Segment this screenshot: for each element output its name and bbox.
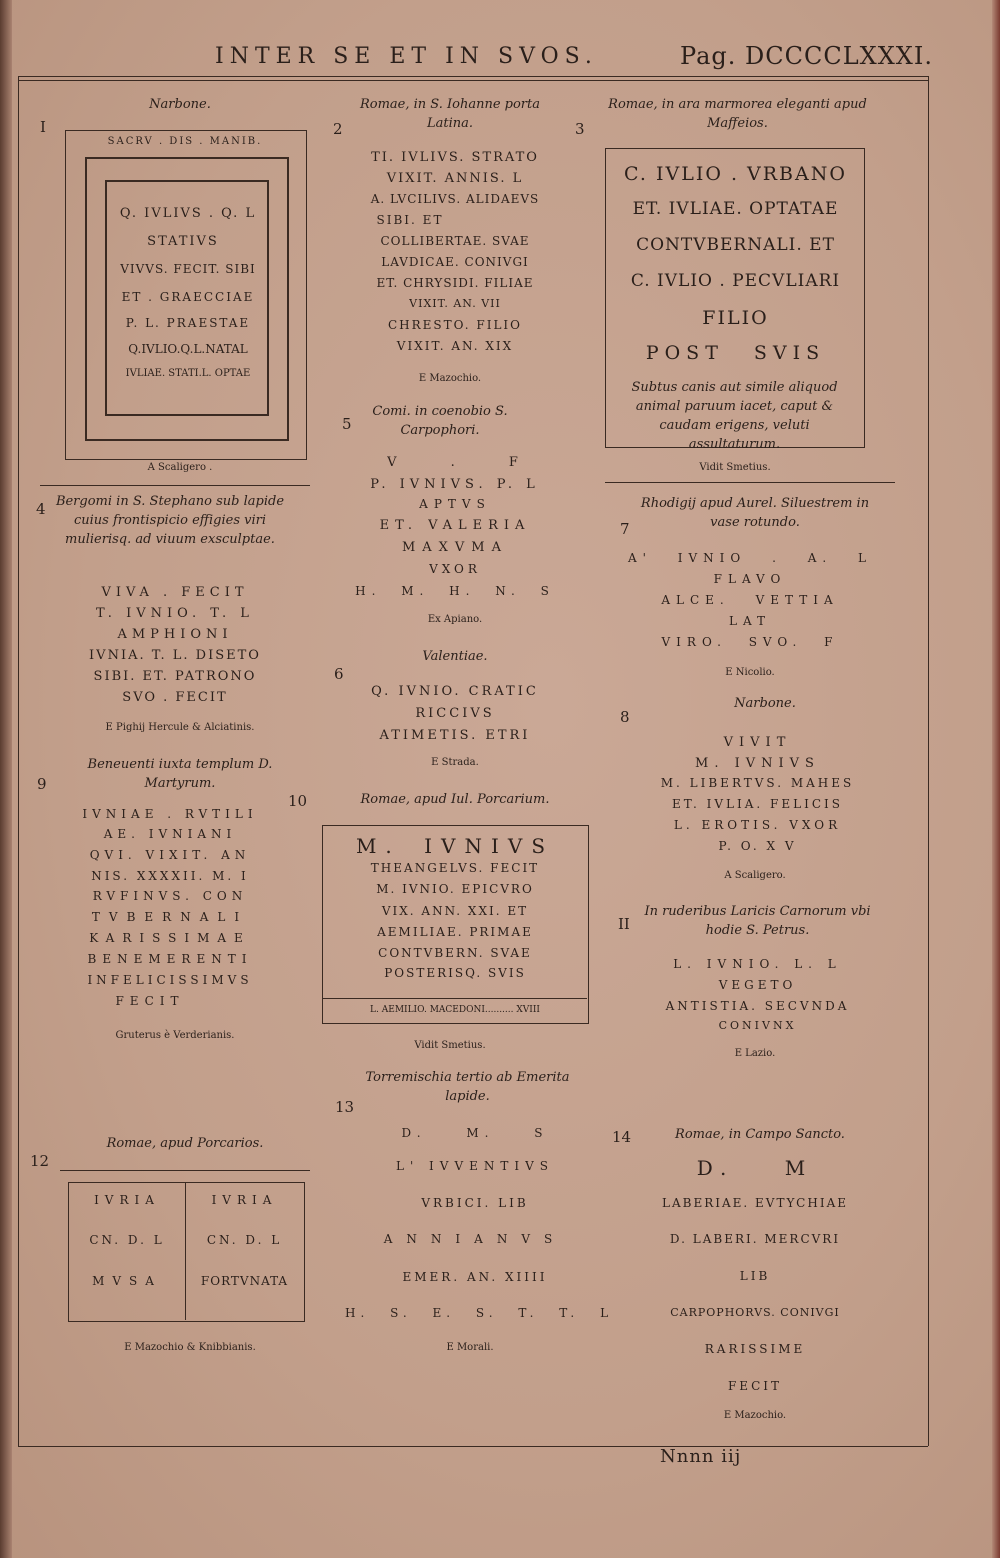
inscription-2-line: CHRESTO. FILIO xyxy=(387,318,523,332)
inscription-3-place: Romae, in ara marmorea eleganti apud Maffeios. xyxy=(608,97,867,131)
inscription-14-line: RARISSIME xyxy=(704,1342,806,1356)
inscription-12-cell: FORTVNATA xyxy=(200,1274,289,1288)
right-margin-rule xyxy=(928,76,929,1446)
inscription-5-line: P. IVNIVS. P. L xyxy=(370,477,540,492)
inscription-5-line: VXOR xyxy=(429,562,481,576)
inscription-8-line: L. EROTIS. VXOR xyxy=(673,818,842,832)
inscription-8-line: M. LIBERTVS. MAHES xyxy=(660,776,855,790)
inscription-6-place: Valentiae. xyxy=(422,649,488,664)
inscription-9-line: TVBERNALI xyxy=(91,910,249,924)
inscription-7-line: LAT xyxy=(729,614,771,628)
inscription-13-number: 13 xyxy=(335,1098,355,1116)
inscription-2-place: Romae, in S. Iohanne porta Latina. xyxy=(359,97,540,131)
inscription-14-line: CARPOPHORVS. CONIVGI xyxy=(670,1306,840,1319)
inscription-14-line: LABERIAE. EVTYCHIAE xyxy=(662,1196,848,1210)
inscription-11-line: CONIVNX xyxy=(718,1019,797,1032)
inscription-6-line: ATIMETIS. ETRI xyxy=(379,728,531,743)
inscription-1-line: STATIVS xyxy=(147,234,219,249)
inscription-13-line: L' IVVENTIVS xyxy=(395,1159,555,1173)
inscription-3-line: POST SVIS xyxy=(645,342,826,364)
inscription-2-number: 2 xyxy=(333,120,343,138)
header-rule-2 xyxy=(18,80,928,81)
inscription-10-source: Vidit Smetius. xyxy=(414,1040,486,1051)
inscription-12-place: Romae, apud Porcarios. xyxy=(106,1136,264,1151)
inscription-11-source: E Lazio. xyxy=(734,1048,776,1059)
inscription-12-top-rule xyxy=(60,1170,310,1171)
inscription-14-source: E Mazochio. xyxy=(723,1410,787,1421)
inscription-4-number: 4 xyxy=(36,500,46,518)
inscription-4-line: IVNIA. T. L. DISETO xyxy=(89,648,261,663)
inscription-12-cell: CN. D. L xyxy=(89,1233,165,1247)
inscription-13-line: EMER. AN. XIIII xyxy=(402,1270,548,1284)
inscription-2-line: A. LVCILIVS. ALIDAEVS xyxy=(370,192,540,206)
inscription-1-line: Q.IVLIO.Q.L.NATAL xyxy=(128,342,248,356)
inscription-7-place: Rhodigij apud Aurel. Siluestrem in vase rotundo. xyxy=(640,496,870,530)
inscription-11-line: ANTISTIA. SECVNDA xyxy=(665,999,850,1013)
inscription-1-line: P. L. PRAESTAE xyxy=(125,316,251,330)
inscription-2-line: VIXIT. AN. VII xyxy=(409,297,501,310)
left-margin-rule xyxy=(18,76,19,1446)
inscription-11-number: II xyxy=(618,915,630,933)
inscription-2-line: TI. IVLIVS. STRATO xyxy=(371,150,539,165)
inscription-9-line: KARISSIMAE xyxy=(89,931,251,945)
inscription-8-line: M. IVNIVS xyxy=(695,756,820,771)
inscription-3-line: C. IVLIO . PECVLIARI xyxy=(630,271,841,291)
inscription-10-line: M. IVNIVS xyxy=(355,834,555,858)
inscription-2-line: VIXIT. AN. XIX xyxy=(396,339,514,353)
inscription-2-line: ET. CHRYSIDI. FILIAE xyxy=(376,276,534,290)
inscription-6-source: E Strada. xyxy=(431,757,479,768)
inscription-4-line: VIVA . FECIT xyxy=(101,585,249,600)
inscription-13-line: ANNIANVS xyxy=(383,1232,567,1246)
inscription-12-cell: IVRIA xyxy=(211,1193,278,1207)
inscription-1-top-text: SACRV . DIS . MANIB. xyxy=(107,136,263,147)
inscription-14-line: LIB xyxy=(739,1269,771,1283)
inscription-1-line: ET . GRAECCIAE xyxy=(121,290,255,304)
inscription-7-line: VIRO. SVO. F xyxy=(661,635,839,649)
inscription-12-source: E Mazochio & Knibbianis. xyxy=(124,1342,256,1353)
footer-rule xyxy=(18,1446,928,1447)
running-title: INTER SE ET IN SVOS. xyxy=(215,44,598,69)
inscription-7-line: A' IVNIO . A. L xyxy=(628,551,872,565)
inscription-12-divider xyxy=(185,1182,186,1320)
inscription-9-line: FECIT xyxy=(115,994,185,1008)
inscription-1-line: VIVVS. FECIT. SIBI xyxy=(120,262,256,276)
inscription-7-number: 7 xyxy=(620,520,630,538)
inscription-5-place: Comi. in coenobio S. Carpophori. xyxy=(372,404,508,438)
inscription-9-line: AE. IVNIANI xyxy=(103,827,237,841)
inscription-12-cell: CN. D. L xyxy=(206,1233,283,1247)
inscription-10-number: 10 xyxy=(288,792,308,810)
inscription-8-line: P. O. X V xyxy=(718,839,797,853)
inscription-4-line: SIBI. ET. PATRONO xyxy=(93,669,257,684)
inscription-13-line: H. S. E. S. T. T. L xyxy=(345,1306,614,1320)
inscription-7-line: ALCE. VETTIA xyxy=(661,593,839,607)
inscription-11-line: VEGETO xyxy=(718,978,797,992)
inscription-10-bottom-text: L. AEMILIO. MACEDONI.......... XVIII xyxy=(370,1005,540,1015)
inscription-9-line: BENEMERENTI xyxy=(87,952,253,966)
inscription-8-number: 8 xyxy=(620,708,630,726)
inscription-3-line: FILIO xyxy=(702,307,769,329)
inscription-14-line: D. M xyxy=(696,1156,814,1180)
inscription-5-line: H. M. H. N. S xyxy=(355,584,555,598)
inscription-5-source: Ex Apiano. xyxy=(427,614,483,625)
inscription-4-place: Bergomi in S. Stephano sub lapide cuius frontispicio effigies viri mulierisq. ad viuum exsculptae. xyxy=(55,494,285,547)
inscription-2-line: LAVDICAE. CONIVGI xyxy=(381,255,529,269)
page-right-edge xyxy=(992,0,1000,1558)
inscription-3-line: C. IVLIO . VRBANO xyxy=(624,163,847,185)
inscription-4-line: T. IVNIO. T. L xyxy=(96,606,254,621)
inscription-13-place: Torremischia tertio ab Emerita lapide. xyxy=(365,1070,570,1104)
inscription-8-line: VIVIT xyxy=(723,735,792,750)
inscription-14-line: D. LABERI. MERCVRI xyxy=(669,1232,841,1246)
inscription-9-line: IVNIAE . RVTILI xyxy=(82,807,258,821)
inscription-10-line: AEMILIAE. PRIMAE xyxy=(377,925,533,939)
inscription-3-note: Subtus canis aut simile aliquod animal paruum iacet, caput & caudam erigens, veluti assultaturum. xyxy=(631,380,838,452)
inscription-5-line: V . F xyxy=(387,455,523,470)
inscription-2-line: VIXIT. ANNIS. L xyxy=(386,171,524,186)
inscription-8-line: ET. IVLIA. FELICIS xyxy=(672,797,843,811)
inscription-14-line: FECIT xyxy=(727,1379,782,1393)
inscription-9-line: NIS. XXXXII. M. I xyxy=(91,869,249,883)
inscription-1-line: IVLIAE. STATI.L. OPTAE xyxy=(125,368,251,379)
inscription-8-place: Narbone. xyxy=(734,696,796,711)
inscription-4-line: AMPHIONI xyxy=(117,627,233,642)
inscription-10-line: POSTERISQ. SVIS xyxy=(384,966,526,980)
inscription-10-line: THEANGELVS. FECIT xyxy=(370,861,540,875)
inscription-4-line: SVO . FECIT xyxy=(122,690,228,705)
inscription-6-line: RICCIVS xyxy=(415,706,495,721)
inscription-8-source: A Scaligero. xyxy=(724,870,786,881)
inscription-6-line: Q. IVNIO. CRATIC xyxy=(371,684,539,699)
inscription-13-line: VRBICI. LIB xyxy=(421,1196,529,1210)
inscription-1-line: Q. IVLIVS . Q. L xyxy=(119,206,257,221)
inscription-10-line: CONTVBERN. SVAE xyxy=(378,946,532,960)
inscription-6-number: 6 xyxy=(334,665,344,683)
inscription-7-line: FLAVO xyxy=(713,572,787,586)
section-rule xyxy=(40,485,310,486)
inscription-14-number: 14 xyxy=(612,1128,632,1146)
inscription-9-line: QVI. VIXIT. AN xyxy=(89,848,251,862)
inscription-5-line: ET. VALERIA xyxy=(379,518,531,533)
inscription-3-line: ET. IVLIAE. OPTATAE xyxy=(632,199,839,219)
inscription-2-line: COLLIBERTAE. SVAE xyxy=(380,234,530,248)
signature-mark: Nnnn iij xyxy=(660,1446,742,1467)
inscription-5-number: 5 xyxy=(342,415,352,433)
inscription-10-place: Romae, apud Iul. Porcarium. xyxy=(360,792,550,807)
inscription-11-line: L. IVNIO. L. L xyxy=(673,957,842,971)
section-rule xyxy=(605,482,895,483)
inscription-9-line: INFELICISSIMVS xyxy=(87,973,253,987)
inscription-3-line: CONTVBERNALI. ET xyxy=(636,235,835,255)
inscription-1-place: Narbone. xyxy=(149,97,211,112)
inscription-2-line: SIBI. ET xyxy=(376,213,444,227)
page-left-edge xyxy=(0,0,12,1558)
inscription-4-source: E Pighij Hercule & Alciatinis. xyxy=(105,722,255,733)
inscription-7-source: E Nicolio. xyxy=(725,667,775,678)
page-number: Pag. DCCCCLXXXI. xyxy=(680,42,933,70)
inscription-5-line: APTVS xyxy=(419,497,491,511)
inscription-3-source: Vidit Smetius. xyxy=(699,462,771,473)
inscription-14-place: Romae, in Campo Sancto. xyxy=(675,1127,845,1142)
inscription-1-number: I xyxy=(40,118,46,136)
inscription-12-cell: MVSA xyxy=(92,1274,162,1288)
inscription-12-number: 12 xyxy=(30,1152,50,1170)
inscription-13-line: D. M. S xyxy=(401,1126,549,1140)
inscription-3-number: 3 xyxy=(575,120,585,138)
inscription-9-source: Gruterus è Verderianis. xyxy=(115,1030,235,1041)
inscription-9-line: RVFINVS. CON xyxy=(92,889,248,903)
inscription-10-divider xyxy=(322,998,587,999)
inscription-1-source: A Scaligero . xyxy=(147,462,213,473)
inscription-10-line: VIX. ANN. XXI. ET xyxy=(381,904,529,918)
inscription-11-place: In ruderibus Laricis Carnorum vbi hodie S. Petrus. xyxy=(644,904,871,938)
inscription-5-line: MAXVMA xyxy=(401,540,509,555)
inscription-12-cell: IVRIA xyxy=(94,1193,160,1207)
inscription-9-number: 9 xyxy=(37,775,47,793)
inscription-13-source: E Morali. xyxy=(446,1342,494,1353)
inscription-9-place: Beneuenti iuxta templum D. Martyrum. xyxy=(87,757,273,791)
inscription-10-line: M. IVNIO. EPICVRO xyxy=(376,882,534,896)
inscription-2-source: E Mazochio. xyxy=(418,373,482,384)
header-rule xyxy=(18,76,928,77)
